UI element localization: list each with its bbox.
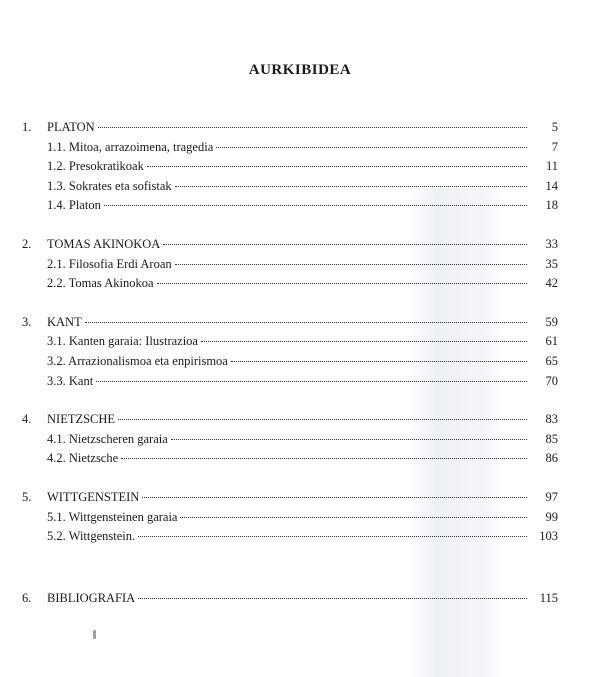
dot-leader bbox=[175, 185, 527, 187]
toc-subsection-row bbox=[22, 140, 558, 160]
chapter-number: 4. bbox=[22, 412, 32, 427]
page-number: 33 bbox=[545, 236, 558, 251]
dot-leader bbox=[96, 380, 527, 382]
table-of-contents bbox=[22, 120, 558, 629]
toc-subsection-row bbox=[22, 159, 558, 179]
dot-leader bbox=[85, 321, 527, 323]
toc-subsection-row bbox=[22, 432, 558, 452]
toc-section bbox=[22, 591, 558, 611]
page-number: 86 bbox=[545, 451, 558, 466]
toc-subsection-row bbox=[22, 510, 558, 530]
subsection-title: 5.2. Wittgenstein. bbox=[47, 529, 136, 544]
subsection-title: 4.1. Nietzscheren garaia bbox=[47, 431, 168, 446]
subsection-title: 1.3. Sokrates eta sofistak bbox=[47, 178, 172, 193]
chapter-number: 1. bbox=[22, 120, 32, 134]
toc-section bbox=[22, 237, 558, 296]
toc-chapter-row bbox=[22, 237, 558, 257]
toc-subsection-row bbox=[22, 257, 558, 277]
toc-section bbox=[22, 412, 558, 471]
dot-leader bbox=[180, 516, 527, 518]
toc-section bbox=[22, 120, 558, 218]
subsection-title: 1.2. Presokratikoak bbox=[47, 159, 144, 174]
chapter-title: PLATON bbox=[47, 120, 95, 134]
dot-leader bbox=[231, 360, 527, 362]
dot-leader bbox=[147, 165, 527, 167]
toc-section bbox=[22, 315, 558, 393]
toc-section bbox=[22, 490, 558, 549]
dot-leader bbox=[201, 340, 527, 342]
page-number: 35 bbox=[545, 256, 558, 271]
toc-subsection-row bbox=[22, 374, 558, 394]
dot-leader bbox=[216, 146, 527, 148]
page-number: 42 bbox=[545, 276, 558, 291]
page-number: 83 bbox=[545, 412, 558, 427]
chapter-number: 3. bbox=[22, 314, 32, 329]
page-number: 7 bbox=[551, 139, 558, 154]
chapter-title: TOMAS AKINOKOA bbox=[47, 236, 161, 251]
page-number: 65 bbox=[545, 353, 558, 368]
toc-subsection-row bbox=[22, 529, 558, 549]
chapter-title: KANT bbox=[47, 314, 82, 329]
dot-leader bbox=[121, 457, 527, 459]
dot-leader bbox=[171, 438, 527, 440]
page-number: 14 bbox=[545, 178, 558, 193]
subsection-title: 3.2. Arrazionalismoa eta enpirismoa bbox=[47, 353, 228, 368]
subsection-title: 2.2. Tomas Akinokoa bbox=[47, 276, 154, 291]
dot-leader bbox=[104, 204, 527, 206]
page-number: 61 bbox=[545, 334, 558, 349]
page-number: 103 bbox=[539, 529, 558, 544]
subsection-title: 1.1. Mitoa, arrazoimena, tragedia bbox=[47, 139, 214, 154]
dot-leader bbox=[175, 263, 527, 265]
chapter-number: 5. bbox=[22, 489, 32, 504]
page-number: 97 bbox=[545, 489, 558, 504]
toc-subsection-row bbox=[22, 276, 558, 296]
dot-leader bbox=[142, 496, 527, 498]
page-number: 115 bbox=[539, 590, 558, 605]
chapter-title: BIBLIOGRAFIA bbox=[47, 590, 136, 605]
toc-subsection-row bbox=[22, 451, 558, 471]
toc-chapter-row bbox=[22, 591, 558, 611]
page-number: 11 bbox=[545, 159, 558, 174]
page-number: 99 bbox=[545, 509, 558, 524]
page-number: 5 bbox=[551, 120, 558, 134]
page-title: AURKIBIDEA bbox=[248, 62, 352, 78]
subsection-title: 2.1. Filosofia Erdi Aroan bbox=[47, 256, 172, 271]
toc-subsection-row bbox=[22, 198, 558, 218]
scan-speck bbox=[93, 630, 96, 639]
subsection-title: 5.1. Wittgensteinen garaia bbox=[47, 509, 178, 524]
chapter-title: NIETZSCHE bbox=[47, 412, 116, 427]
page-number: 70 bbox=[545, 373, 558, 388]
toc-subsection-row bbox=[22, 334, 558, 354]
toc-chapter-row bbox=[22, 490, 558, 510]
toc-subsection-row bbox=[22, 354, 558, 374]
subsection-title: 1.4. Platon bbox=[47, 198, 101, 213]
subsection-title: 4.2. Nietzsche bbox=[47, 451, 119, 466]
dot-leader bbox=[98, 126, 527, 128]
subsection-title: 3.3. Kant bbox=[47, 373, 94, 388]
page-number: 18 bbox=[545, 198, 558, 213]
page-number: 85 bbox=[545, 431, 558, 446]
dot-leader bbox=[118, 418, 527, 420]
toc-chapter-row bbox=[22, 120, 558, 140]
toc-chapter-row bbox=[22, 412, 558, 432]
dot-leader bbox=[138, 535, 527, 537]
chapter-title: WITTGENSTEIN bbox=[47, 489, 140, 504]
chapter-number: 6. bbox=[22, 590, 32, 605]
subsection-title: 3.1. Kanten garaia: Ilustrazioa bbox=[47, 334, 198, 349]
dot-leader bbox=[138, 597, 527, 599]
dot-leader bbox=[157, 282, 527, 284]
toc-chapter-row bbox=[22, 315, 558, 335]
dot-leader bbox=[163, 243, 527, 245]
toc-subsection-row bbox=[22, 179, 558, 199]
chapter-number: 2. bbox=[22, 236, 32, 251]
page-number: 59 bbox=[545, 314, 558, 329]
